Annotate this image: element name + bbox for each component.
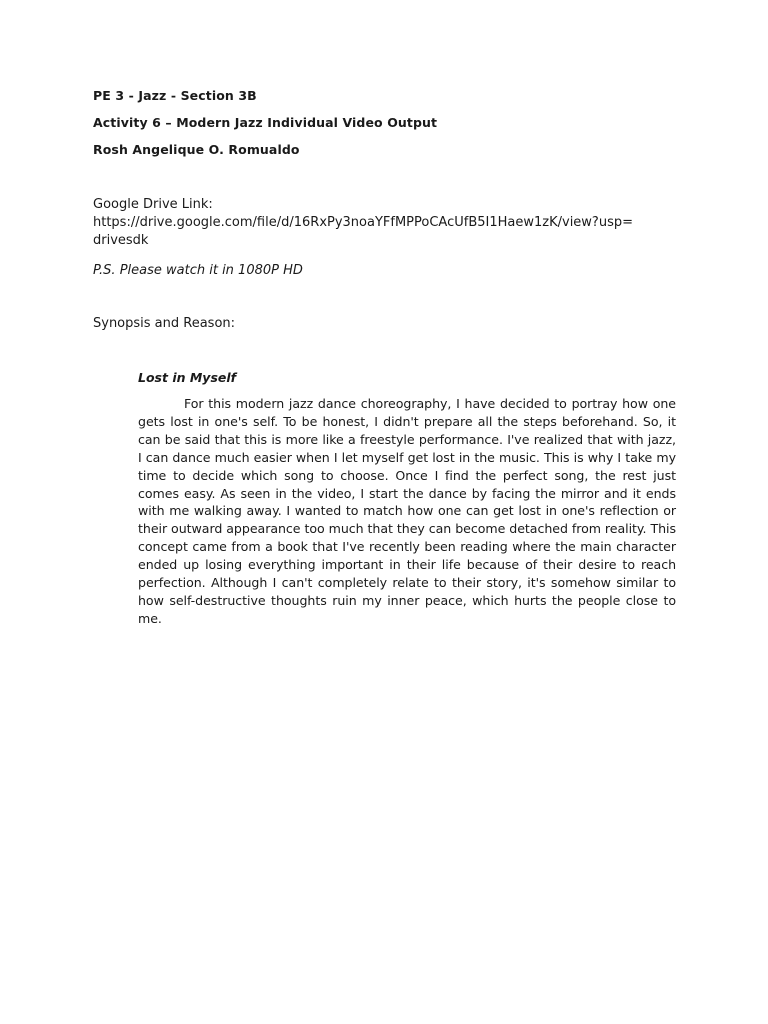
- section-title: Lost in Myself: [138, 370, 237, 385]
- drive-link-block: [93, 196, 683, 250]
- author-name: Rosh Angelique O. Romualdo: [93, 142, 300, 157]
- course-heading: PE 3 - Jazz - Section 3B: [93, 88, 257, 103]
- activity-heading: Activity 6 – Modern Jazz Individual Video Output: [93, 115, 438, 130]
- drive-link-url-line-2[interactable]: drivesdk: [93, 233, 149, 248]
- synopsis-label: Synopsis and Reason:: [93, 316, 236, 331]
- drive-link-label: Google Drive Link:: [93, 197, 213, 212]
- synopsis-paragraph: For this modern jazz dance choreography, I have decided to portray how one gets lost in one's self. To be honest, I didn't prepare all the steps beforehand. So, it can be said that this is more like a freestyle performance. I've realized that with jazz, I can dance much easier when I let myself get lost in the music. This is why I take my time to decide which song to choose. Once I find the perfect song, the rest just comes easy. As seen in the video, I start the dance by facing the mirror and it ends with me walking away. I wanted to match how one can get lost in one's reflection or their outward appearance too much that they can become detached from reality. This concept came from a book that I've recently been reading where the main character ended up losing everything important in their life because of their desire to reach perfection. Although I can't completely relate to their story, it's somehow similar to how self-destructive thoughts ruin my inner peace, which hurts the people close to me.: [138, 396, 676, 626]
- ps-note: P.S. Please watch it in 1080P HD: [93, 263, 303, 278]
- drive-link-url-line-1[interactable]: https://drive.google.com/file/d/16RxPy3noaYFfMPPoCAcUfB5I1Haew1zK/view?usp=: [93, 215, 633, 230]
